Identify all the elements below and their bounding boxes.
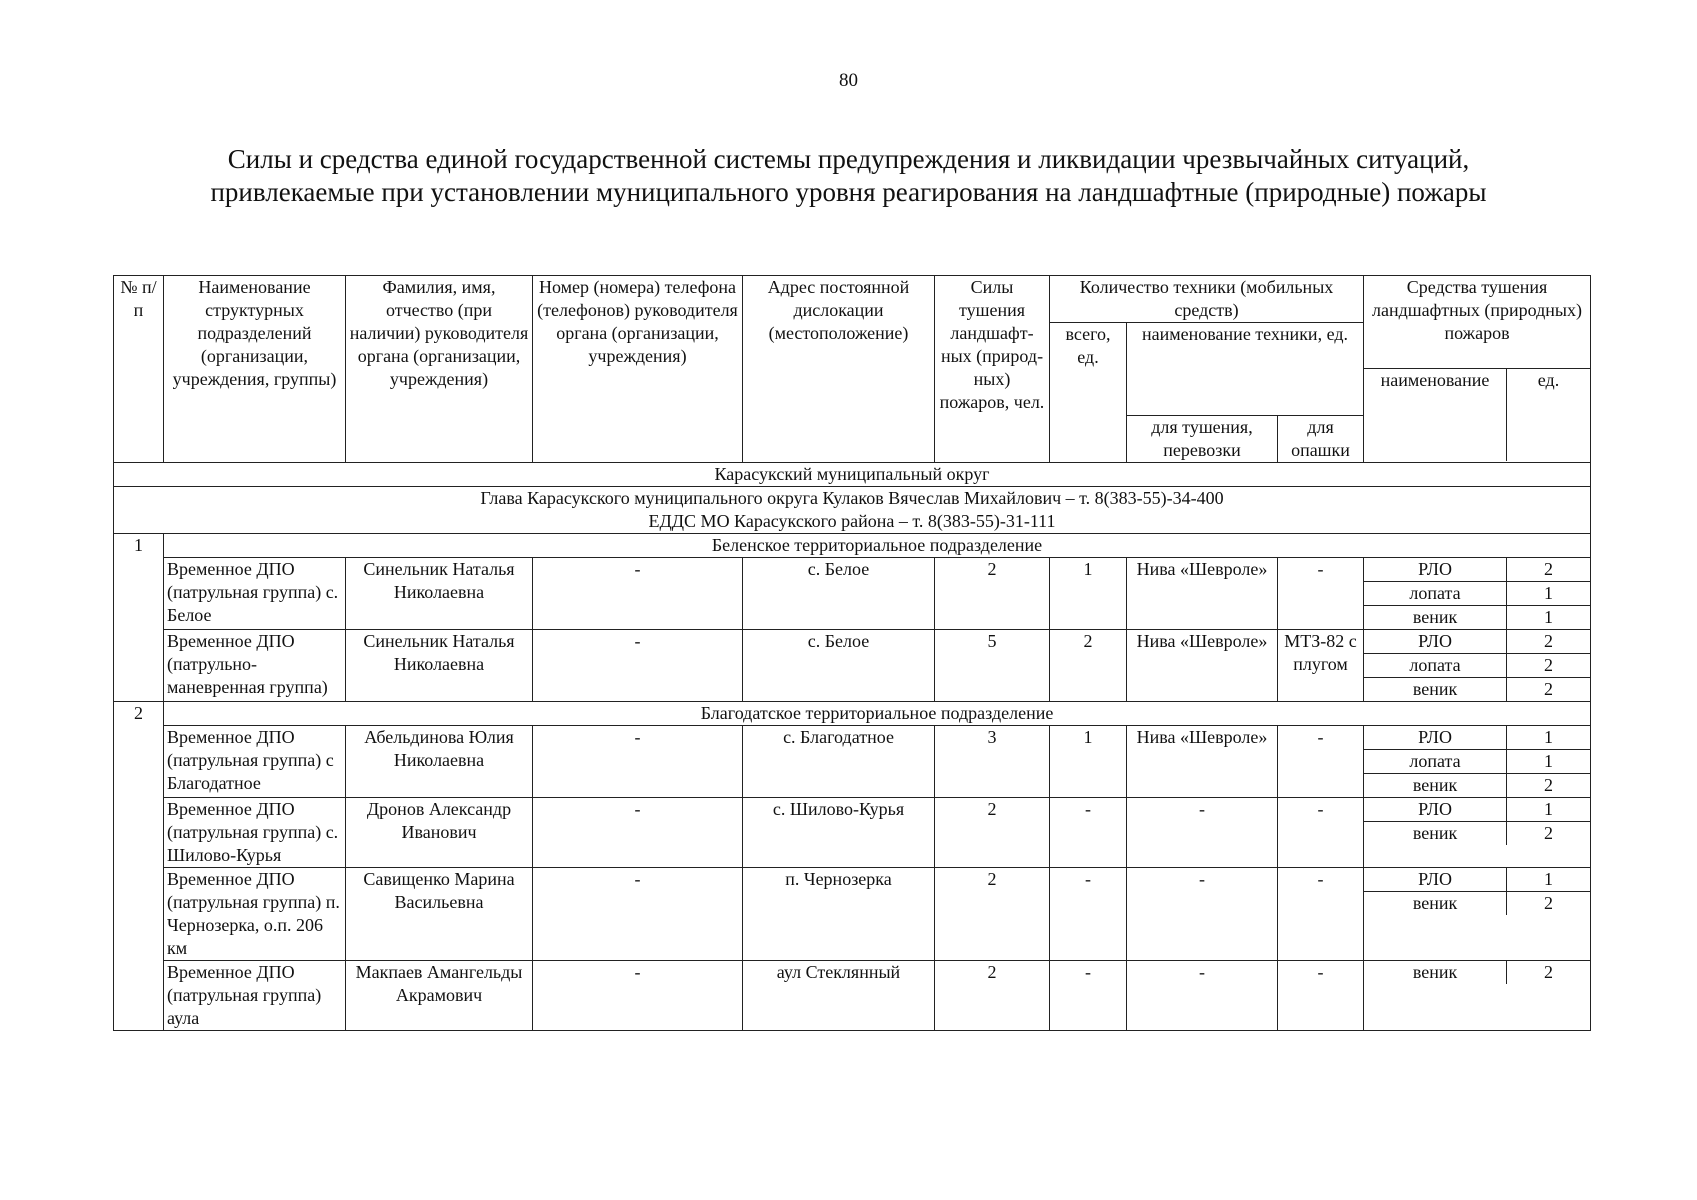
forces-count: 2	[935, 868, 1050, 961]
table-row	[114, 630, 1591, 702]
vehicles-transport: Нива «Шевроле»	[1127, 558, 1278, 630]
vehicles-total: -	[1050, 798, 1127, 868]
district-contacts	[114, 487, 1591, 534]
vehicles-total: 2	[1050, 630, 1127, 702]
vehicles-transport: -	[1127, 961, 1278, 1031]
means-cell	[1364, 798, 1591, 868]
means-qty: 2	[1507, 774, 1591, 798]
table-row	[114, 558, 1591, 630]
title-line-2: привлекаемые при установлении муниципального уровня реагирования на ландшафтные (природные) пожары	[210, 177, 1487, 207]
vehicles-plough: МТЗ-82 с плугом	[1278, 630, 1364, 702]
means-name: РЛО	[1364, 726, 1507, 750]
head-name: Синельник Наталья Николаевна	[346, 558, 533, 630]
page-number: 80	[839, 70, 858, 91]
document-title	[80, 143, 1617, 209]
means-item	[1364, 961, 1590, 984]
unit-name: Временное ДПО (патрульная группа) с. Белое	[164, 558, 346, 630]
header-address: Адрес постоянной дислокации (местоположение)	[743, 276, 935, 463]
means-item	[1364, 606, 1590, 630]
header-phone: Номер (номера) телефона (телефонов) руководителя органа (организации, учреждения)	[533, 276, 743, 463]
table-row	[114, 961, 1591, 1031]
vehicles-total: -	[1050, 961, 1127, 1031]
means-cell	[1364, 868, 1591, 961]
header-row-1	[114, 276, 1591, 323]
head-name: Макпаев Амангельды Акрамович	[346, 961, 533, 1031]
means-item	[1364, 582, 1590, 606]
means-item	[1364, 822, 1590, 846]
means-qty: 2	[1507, 654, 1591, 678]
header-vehicles-plough: для опашки	[1278, 416, 1364, 463]
means-item	[1364, 558, 1590, 582]
means-cell	[1364, 726, 1591, 798]
district-contacts-row	[114, 487, 1591, 534]
forces-count: 5	[935, 630, 1050, 702]
means-qty: 1	[1507, 750, 1591, 774]
district-edds-line: ЕДДС МО Карасукского района – т. 8(383-55)-31-111	[648, 511, 1056, 531]
address: аул Стеклянный	[743, 961, 935, 1031]
district-row	[114, 463, 1591, 487]
address: п. Чернозерка	[743, 868, 935, 961]
means-name: веник	[1364, 961, 1507, 984]
vehicles-plough: -	[1278, 868, 1364, 961]
means-name: веник	[1364, 606, 1507, 630]
header-means-group: Средства тушения ландшафтных (природных) пожаров	[1364, 276, 1590, 369]
head-name: Савищенко Марина Васильевна	[346, 868, 533, 961]
means-item	[1364, 630, 1590, 654]
means-qty: 2	[1544, 559, 1554, 579]
section-number: 1	[114, 534, 164, 702]
means-qty: 2	[1544, 631, 1554, 651]
means-qty: 1	[1544, 869, 1554, 889]
address: с. Белое	[743, 558, 935, 630]
means-name: веник	[1364, 822, 1507, 846]
vehicles-plough: -	[1278, 558, 1364, 630]
header-unit: Наименование структурных подразделений (организации, учреждения, группы)	[164, 276, 346, 463]
forces-count: 2	[935, 798, 1050, 868]
header-vehicles-group: Количество техники (мобильных средств)	[1050, 276, 1364, 323]
means-name: веник	[1364, 678, 1507, 702]
means-qty: 2	[1507, 678, 1591, 702]
vehicles-plough: -	[1278, 961, 1364, 1031]
header-vehicles-transport: для тушения, перевозки	[1127, 416, 1278, 463]
vehicles-total: 1	[1050, 726, 1127, 798]
unit-name: Временное ДПО (патрульная группа) п. Чернозерка, о.п. 206 км	[164, 868, 346, 961]
means-name: веник	[1364, 774, 1507, 798]
means-qty: 1	[1507, 582, 1591, 606]
means-name: РЛО	[1364, 558, 1507, 582]
means-cell	[1364, 961, 1591, 1031]
header-means-qty: ед.	[1537, 370, 1560, 390]
phone: -	[533, 961, 743, 1031]
phone: -	[533, 868, 743, 961]
title-line-1: Силы и средства единой государственной системы предупреждения и ликвидации чрезвычайных ситуаций,	[227, 144, 1470, 174]
vehicles-transport: -	[1127, 868, 1278, 961]
head-name: Абельдинова Юлия Николаевна	[346, 726, 533, 798]
means-name: РЛО	[1364, 798, 1507, 822]
address: с. Благодатное	[743, 726, 935, 798]
means-item	[1364, 798, 1590, 822]
means-name: веник	[1364, 892, 1507, 916]
means-item	[1364, 654, 1590, 678]
means-name: лопата	[1364, 582, 1507, 606]
means-item	[1364, 726, 1590, 750]
table-row	[114, 726, 1591, 798]
means-name: лопата	[1364, 750, 1507, 774]
vehicles-total: 1	[1050, 558, 1127, 630]
means-qty: 1	[1544, 799, 1554, 819]
unit-name: Временное ДПО (патрульно-маневренная группа)	[164, 630, 346, 702]
phone: -	[533, 558, 743, 630]
means-item	[1364, 868, 1590, 892]
forces-count: 3	[935, 726, 1050, 798]
header-forces: Силы тушения ландшафт-ных (природ-ных) пожаров, чел.	[935, 276, 1050, 463]
forces-count: 2	[935, 961, 1050, 1031]
vehicles-plough: -	[1278, 726, 1364, 798]
section-number: 2	[114, 702, 164, 1031]
vehicles-plough: -	[1278, 798, 1364, 868]
vehicles-transport: Нива «Шевроле»	[1127, 726, 1278, 798]
header-head: Фамилия, имя, отчество (при наличии) руководителя органа (организации, учреждения)	[346, 276, 533, 463]
means-qty: 1	[1507, 606, 1591, 630]
header-num: № п/п	[114, 276, 164, 463]
means-qty: 2	[1507, 892, 1591, 916]
means-cell	[1364, 630, 1591, 702]
means-qty: 1	[1544, 727, 1554, 747]
means-item	[1364, 678, 1590, 702]
district-name: Карасукский муниципальный округ	[114, 463, 1591, 487]
forces-table	[113, 275, 1591, 1031]
section-header-row	[114, 534, 1591, 558]
phone: -	[533, 798, 743, 868]
district-head-line: Глава Карасукского муниципального округа Кулаков Вячеслав Михайлович – т. 8(383-55)-34-400	[480, 488, 1224, 508]
section-name: Благодатское территориальное подразделение	[164, 702, 1591, 726]
forces-count: 2	[935, 558, 1050, 630]
section-header-row	[114, 702, 1591, 726]
means-qty: 2	[1544, 962, 1554, 982]
table-row	[114, 798, 1591, 868]
unit-name: Временное ДПО (патрульная группа) с. Шилово-Курья	[164, 798, 346, 868]
means-item	[1364, 892, 1590, 916]
header-vehicles-names: наименование техники, ед.	[1127, 323, 1364, 416]
head-name: Дронов Александр Иванович	[346, 798, 533, 868]
phone: -	[533, 726, 743, 798]
head-name: Синельник Наталья Николаевна	[346, 630, 533, 702]
vehicles-transport: Нива «Шевроле»	[1127, 630, 1278, 702]
vehicles-transport: -	[1127, 798, 1278, 868]
means-item	[1364, 750, 1590, 774]
header-means-name: наименование	[1364, 369, 1507, 461]
means-qty: 2	[1507, 822, 1591, 846]
vehicles-total: -	[1050, 868, 1127, 961]
means-name: РЛО	[1364, 630, 1507, 654]
unit-name: Временное ДПО (патрульная группа) аула	[164, 961, 346, 1031]
means-name: РЛО	[1364, 868, 1507, 892]
header-vehicles-total: всего, ед.	[1050, 323, 1127, 463]
means-item	[1364, 774, 1590, 798]
section-name: Беленское территориальное подразделение	[164, 534, 1591, 558]
address: с. Шилово-Курья	[743, 798, 935, 868]
unit-name: Временное ДПО (патрульная группа) с Благодатное	[164, 726, 346, 798]
address: с. Белое	[743, 630, 935, 702]
means-cell	[1364, 558, 1591, 630]
header-means	[1364, 276, 1591, 463]
phone: -	[533, 630, 743, 702]
table-row	[114, 868, 1591, 961]
means-name: лопата	[1364, 654, 1507, 678]
